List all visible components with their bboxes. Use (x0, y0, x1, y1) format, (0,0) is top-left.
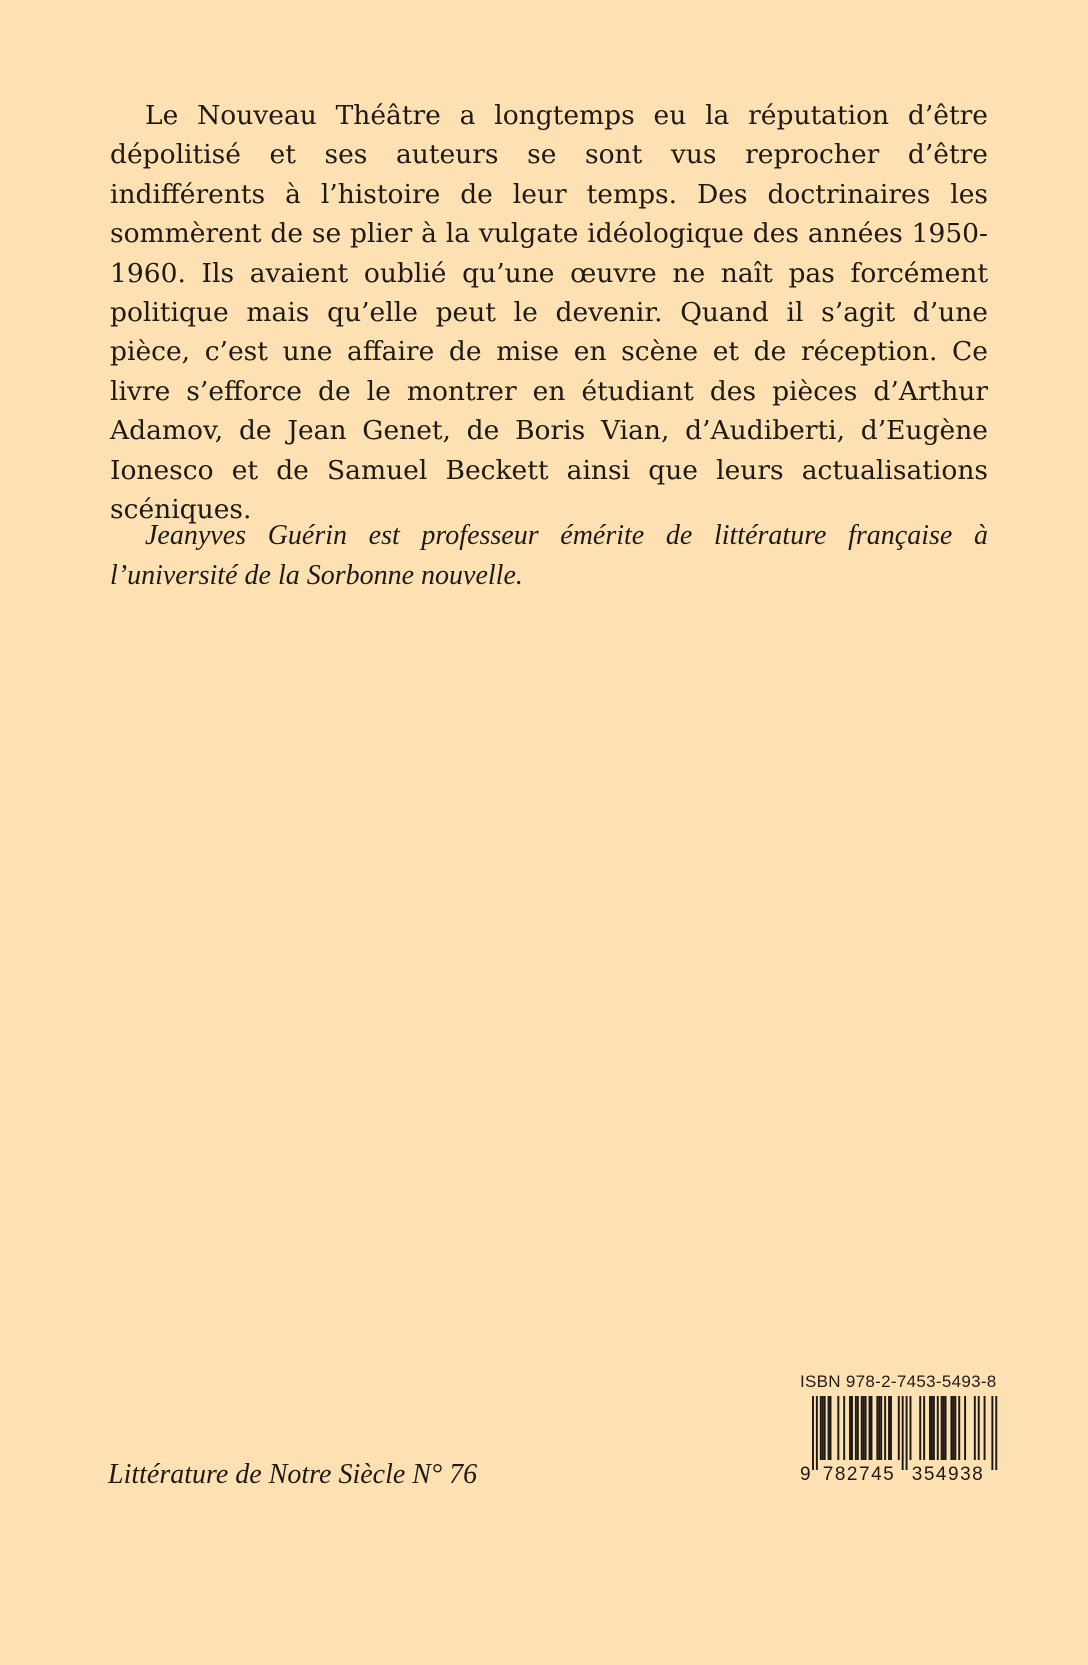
barcode-bar (820, 1396, 822, 1460)
barcode-bar (964, 1396, 966, 1460)
barcode-bar (869, 1396, 871, 1460)
barcode-bar (919, 1396, 921, 1460)
barcode-right-digits: 354938 (911, 1464, 985, 1482)
book-description: Le Nouveau Théâtre a longtemps eu la réputation d’être dépolitisé et ses auteurs se sont vus reprocher d’être indifférents à l’histoire de leur temps. Des doctrinaires les sommèrent de se plier à la vulgate idéologique des années 1950-1960. Ils avaient oublié qu’une œuvre ne naît pas forcément politique mais qu’elle peut le devenir. Quand il s’agit d’une pièce, c’est une affaire de mise en scène et de réception. Ce livre s’efforce de le montrer en étudiant des pièces d’Arthur Adamov, de Jean Genet, de Boris Vian, d’Audiberti, d’Eugène Ionesco et de Samuel Beckett ainsi que leurs actualisations scéniques. (110, 100, 988, 526)
barcode-bar (941, 1396, 943, 1460)
barcode-bar (884, 1396, 886, 1460)
barcode-bar (816, 1396, 818, 1470)
barcode-bar (863, 1396, 865, 1460)
barcode-bar (950, 1396, 952, 1460)
barcode-bar (954, 1396, 956, 1460)
barcode-bar (871, 1396, 873, 1460)
author-bio: Jeanyves Guérin est professeur émérite de littérature française à l’université de la Sorbonne nouvelle. (110, 520, 988, 591)
barcode-left-digits: 782745 (822, 1464, 896, 1482)
isbn-number: ISBN 978-2-7453-5493-8 (800, 1372, 997, 1391)
barcode-bar (849, 1396, 851, 1460)
barcode-bar (876, 1396, 878, 1460)
barcode-bar (978, 1396, 980, 1460)
barcode-bar (830, 1396, 832, 1460)
barcode-bar (843, 1396, 845, 1460)
barcode-bar (995, 1396, 997, 1470)
barcode-bar (902, 1396, 904, 1470)
series-title: Littérature de Notre Siècle N° 76 (108, 1459, 478, 1490)
barcode-first-digit: 9 (800, 1464, 811, 1482)
barcode-bar (837, 1396, 839, 1460)
barcode-bar (878, 1396, 880, 1460)
barcode-bar (880, 1396, 882, 1460)
barcode-bar (991, 1396, 993, 1470)
barcode-bar (906, 1396, 908, 1470)
barcode-bar (931, 1396, 933, 1460)
barcode-bar (861, 1396, 863, 1460)
isbn-block (798, 1372, 998, 1482)
barcode-bar (828, 1396, 830, 1460)
barcode-bar (812, 1396, 814, 1470)
barcode-bar (822, 1396, 824, 1460)
barcode-bar (974, 1396, 976, 1460)
barcode-bar (958, 1396, 960, 1460)
barcode-bar (910, 1396, 912, 1460)
barcode-bar (943, 1396, 945, 1460)
barcode (798, 1396, 998, 1482)
barcode-bar (865, 1396, 867, 1460)
barcode-bar (933, 1396, 935, 1460)
barcode-bar (890, 1396, 892, 1460)
barcode-bar (945, 1396, 947, 1460)
barcode-bar (855, 1396, 857, 1460)
barcode-bar (923, 1396, 925, 1460)
barcode-bar (857, 1396, 859, 1460)
barcode-bar (984, 1396, 986, 1460)
barcode-bar (937, 1396, 939, 1460)
barcode-bar (929, 1396, 931, 1460)
barcode-bar (888, 1396, 890, 1460)
barcode-bar (851, 1396, 853, 1460)
barcode-bar (824, 1396, 826, 1460)
barcode-bar (898, 1396, 900, 1460)
barcode-bar (952, 1396, 954, 1460)
